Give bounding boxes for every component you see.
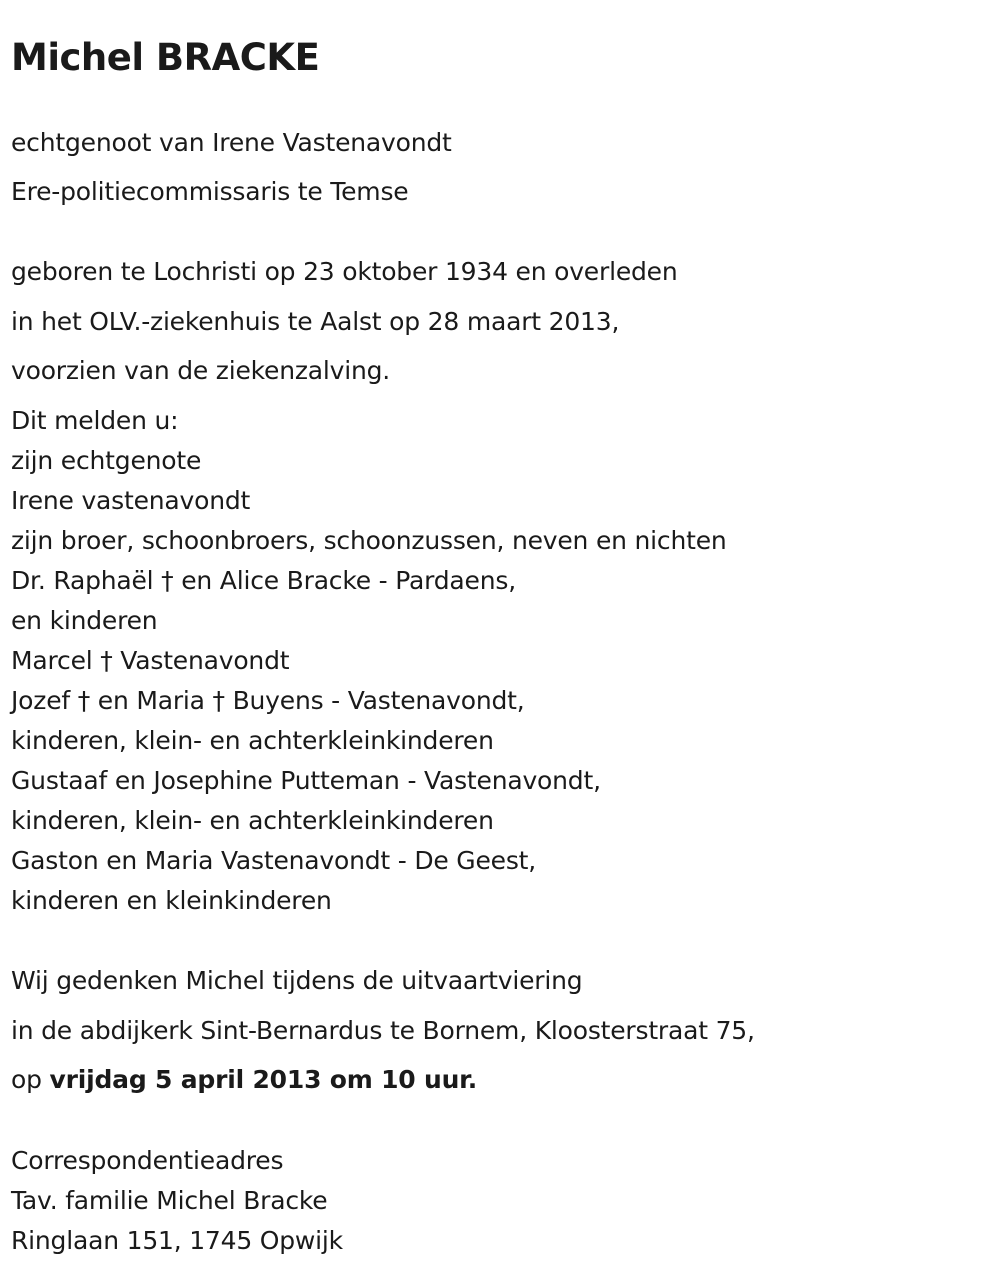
announcement-line: zijn broer, schoonbroers, schoonzussen, neven en nichten bbox=[11, 526, 727, 555]
announcement-line: Irene vastenavondt bbox=[11, 486, 251, 515]
announcement-line: Gustaaf en Josephine Putteman - Vastenavondt, bbox=[11, 766, 601, 795]
announcement-line: kinderen en kleinkinderen bbox=[11, 886, 332, 915]
spouse-line: echtgenoot van Irene Vastenavondt bbox=[11, 128, 452, 157]
announcement-line: kinderen, klein- en achterkleinkinderen bbox=[11, 806, 494, 835]
announcement-line: Jozef † en Maria † Buyens - Vastenavondt, bbox=[11, 686, 525, 715]
correspondence-line: Ringlaan 151, 1745 Opwijk bbox=[11, 1226, 343, 1255]
funeral-line: Wij gedenken Michel tijdens de uitvaartviering bbox=[11, 966, 583, 995]
announcement-line: zijn echtgenote bbox=[11, 446, 202, 475]
birth-death-line: geboren te Lochristi op 23 oktober 1934 en overleden bbox=[11, 257, 678, 286]
funeral-line: in de abdijkerk Sint-Bernardus te Bornem, Kloosterstraat 75, bbox=[11, 1016, 755, 1045]
announcement-line: kinderen, klein- en achterkleinkinderen bbox=[11, 726, 494, 755]
announcement-line: Dr. Raphaël † en Alice Bracke - Pardaens, bbox=[11, 566, 516, 595]
funeral-date: vrijdag 5 april 2013 om 10 uur. bbox=[49, 1065, 478, 1094]
correspondence-line: Tav. familie Michel Bracke bbox=[11, 1186, 328, 1215]
announcement-line: Marcel † Vastenavondt bbox=[11, 646, 290, 675]
funeral-date-prefix: op bbox=[11, 1065, 50, 1094]
correspondence-line: Correspondentieadres bbox=[11, 1146, 284, 1175]
announcement-line: Dit melden u: bbox=[11, 406, 179, 435]
page-title: Michel BRACKE bbox=[11, 36, 320, 79]
announcement-line: en kinderen bbox=[11, 606, 158, 635]
funeral-date-line bbox=[11, 1063, 477, 1097]
profession-line: Ere-politiecommissaris te Temse bbox=[11, 177, 409, 206]
birth-death-line: voorzien van de ziekenzalving. bbox=[11, 356, 391, 385]
birth-death-line: in het OLV.-ziekenhuis te Aalst op 28 maart 2013, bbox=[11, 307, 620, 336]
announcement-line: Gaston en Maria Vastenavondt - De Geest, bbox=[11, 846, 537, 875]
